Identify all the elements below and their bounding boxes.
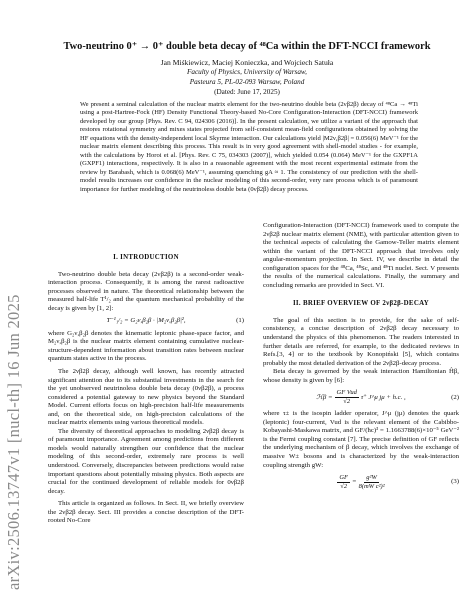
arxiv-identifier: arXiv:2506.13747v1 [nucl-th] 16 Jun 2025: [4, 294, 23, 590]
intro-paragraph-1: Two-neutrino double beta decay (2νβ2β) is a second-order weak-interaction process. Consequently, it is among the rarest radioactive processes observed in nature. The theoretical relationship between the measured half-life T¹/₂ and the quantum mechanical probability of the decay is given by [1, 2]:: [48, 270, 244, 312]
paper-authors: Jan Miśkiewicz, Maciej Konieczka, and Wojciech Satuła: [160, 58, 334, 67]
equation-3-right-denominator: 8(mW c²)²: [358, 483, 385, 491]
equation-2: [263, 389, 459, 406]
equation-3-number: (3): [451, 478, 459, 486]
equation-3: [263, 474, 459, 491]
equation-3-left-denominator: √2: [340, 483, 348, 491]
intro-paragraph-4: This article is organized as follows. In Sect. II, we briefly overview the 2νβ2β decay. Sect. III provides a concise description of the DFT-rooted No-Core: [48, 500, 244, 525]
left-column: [48, 254, 244, 526]
section-heading-overview: II. BRIEF OVERVIEW OF 2νβ2β-DECAY: [292, 300, 430, 308]
equation-2-lhs: ℋβ =: [316, 393, 333, 401]
intro-paragraph-1b: where G₂ν,β₂β denotes the kinematic leptonic phase-space factor, and M₂ν,β₂β is the nuclear matrix element containing cumulative nuclear-structure-dependent information about transition rates between nuclear quantum states active in the process.: [48, 329, 244, 363]
equation-2-denominator: √2: [343, 398, 351, 406]
paper-affiliation: [40, 68, 454, 87]
equation-2-numerator: GF Vud: [336, 389, 357, 397]
affiliation-line-1: Faculty of Physics, University of Warsaw,: [187, 68, 307, 76]
equation-1: [48, 317, 244, 326]
arxiv-sidebar: [4, 150, 24, 590]
right-column: [263, 222, 459, 491]
equation-1-number: (1): [236, 317, 244, 325]
paper-date: (Dated: June 17, 2025): [214, 88, 280, 96]
equation-2-rhs: τ⁺ J^μ jμ + h.c. ,: [360, 393, 406, 401]
equation-3-left-fraction: [337, 474, 350, 491]
intro-paragraph-3: The diversity of theoretical approaches to modeling 2νβ2β decay is of paramount importance. Agreement among predictions from different models would naturally strengthen our confidence that the nuclear modeling of this second-order, extremely rare process is well understood. Conversely, discrepancies between predictions would raise important questions about potentially missing physics. Both aspects are crucial for the continued development of reliable models for 0νβ2β decay.: [48, 427, 244, 495]
equation-3-right-numerator: g²W: [366, 474, 377, 482]
equation-2-number: (2): [451, 393, 459, 401]
equation-3-right-fraction: [359, 474, 385, 491]
paper-title: Two-neutrino 0⁺ → 0⁺ double beta decay of ⁴⁸Ca within the DFT-NCCI framework: [63, 41, 431, 52]
affiliation-line-2: Pasteura 5, PL-02-093 Warsaw, Poland: [189, 77, 305, 86]
overview-paragraph-2: Beta decay is governed by the weak interaction Hamiltonian Ĥβ, whose density is given by [6]:: [263, 368, 459, 384]
abstract: We present a seminal calculation of the nuclear matrix element for the two-neutrino double beta (2νβ2β) decay of ⁴⁸Ca → ⁴⁸Ti using a post-Hartree-Fock (HF) Density Functional Theory-based No-Core Configuration-Interaction (DFT-NCCI) framework developed by our group [Phys. Rev. C 94, 024306 (2016)]. In the present calculation, we utilize a variant of the approach that restores rotational symmetry and mixes states projected from self-consistent mean-field configurations obtained by solving the HF equations with the density-independent local Skyrme interaction. Our calculations yield |M2ν,β2β| = 0.056(6) MeV⁻¹ for the nuclear matrix element describing this process. This result is in very good agreement with shell-model studies - for example, with the calculations by Horoi et al. [Phys. Rev. C 75, 034303 (2007)], which yielded 0.054 (0.064) MeV⁻¹ for the GXPF1A (GXPF1) interactions, respectively. It is also in a reasonable agreement with the most recent experimental estimate from the review by Barabash, which is 0.068(6) MeV⁻¹, assuming quenching gA ≈ 1. The consistency of our prediction with the shell-model results increases our confidence in the nuclear modeling of this second-order, very rare process which is of paramount importance for further modeling of the neutrinoless double beta (0νβ2β) decay process.: [80, 101, 418, 193]
equation-2-fraction: [335, 389, 359, 406]
intro-paragraph-continued: Configuration-Interaction (DFT-NCCI) framework used to compute the 2νβ2β nuclear matrix element (NME), with particular attention given to the technical aspects of calculating the Gamow-Teller matrix element within the variant of the DFT-NCCI approach that involves only angular-momentum projection. In Sect. IV, we describe in detail the configuration spaces for the ⁴⁸Ca, ⁴⁸Sc, and ⁴⁸Ti nuclei. Sect. V presents the results of the numerical calculations. Finally, the summary and concluding remarks are provided in Sect. VI.: [263, 222, 459, 289]
overview-paragraph-3: where τ± is the isospin ladder operator, J^μ (jμ) denotes the quark (leptonic) four-current, Vud is the relevant element of the Cabibbo-Kobayashi-Maskawa matrix, and GF/(ħc)³ = 1.1663788(6)×10⁻⁵ GeV⁻² is the Fermi coupling constant [7]. The precise definition of GF reflects the underlying mechanism of β decay, which involves the exchange of massive W± bosons and is characterized by the weak-interaction coupling strength gW:: [263, 410, 459, 469]
equation-1-body: T⁻¹₁/₂ = G₂ν,β₂β · |M₂ν,β₂β|²,: [106, 317, 186, 325]
overview-paragraph-1: The goal of this section is to provide, for the sake of self-consistency, a concise description of 2νβ2β decay necessary to understand the physics of this phenomenon. The readers interested in further details are referred, for example, to the dedicated reviews in Refs.[3, 4] or to the textbook by Konopiński [5], which contains probably the most detailed derivation of the 2νβ2β-decay process.: [263, 316, 459, 367]
section-heading-introduction: I. INTRODUCTION: [113, 254, 179, 261]
equation-3-equals: =: [352, 478, 357, 486]
equation-3-left-numerator: GF: [339, 474, 348, 482]
intro-paragraph-2: The 2νβ2β decay, although well known, has recently attracted significant attention due to its substantial investments in the search for the yet unobserved neutrinoless double beta decay (0νβ2β), a process considered a potential gateway to new physics beyond the Standard Model. Current efforts focus on high-precision half-life measurements and, on the theoretical side, on high-precision calculations of the nuclear matrix elements using various theoretical models.: [48, 368, 244, 427]
